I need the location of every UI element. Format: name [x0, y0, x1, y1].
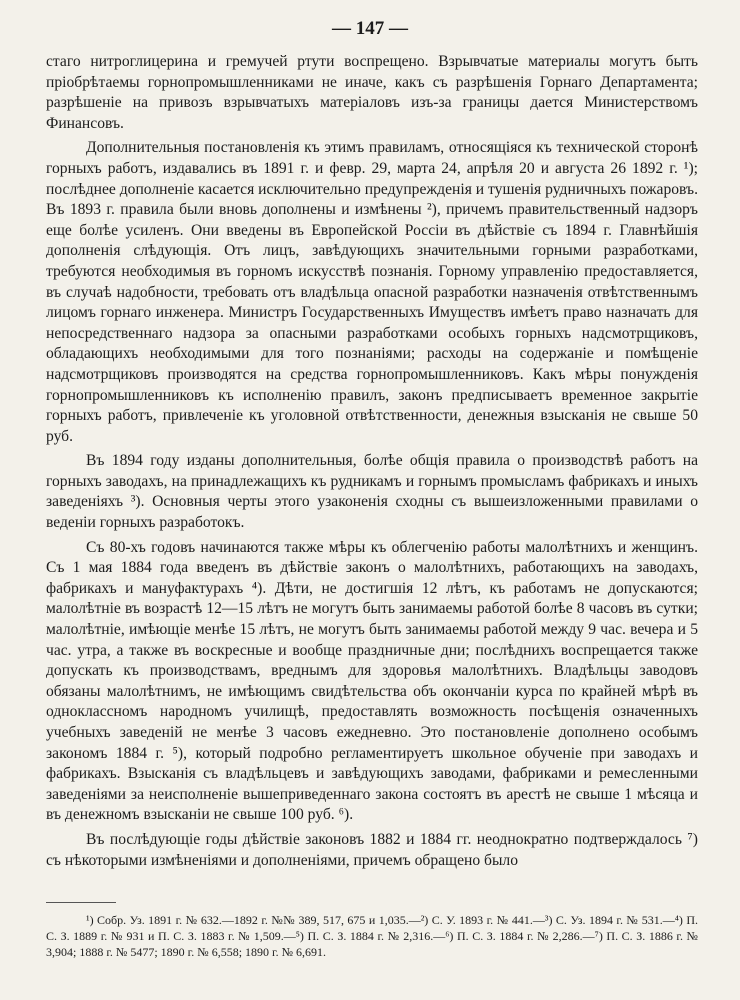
paragraph-3: Въ 1894 году изданы дополнительныя, болѣе общія правила о производствѣ работъ на горныхъ заводахъ, на принадлежащихъ къ рудникамъ и горнымъ промысламъ фабрикахъ и иныхъ заведеніяхъ ³). Основныя черты этого узаконенія сходны съ вышеизложенными правилами о веденіи горныхъ разработокъ.	[46, 452, 698, 532]
paragraph-1: стаго нитроглицерина и гремучей ртути воспрещено. Взрывчатые материалы могутъ быть пріобрѣтаемы горнопромышленниками не иначе, какъ съ разрѣшенія Горнаго Департамента; разрѣшеніе на привозъ взрывчатыхъ матеріаловъ изъ-за границы дается Министерствомъ Финансовъ.	[46, 53, 698, 132]
footnotes	[46, 912, 698, 960]
main-text	[46, 52, 698, 875]
page-number-header: — 147 —	[332, 18, 408, 39]
paragraph-4: Съ 80-хъ годовъ начинаются также мѣры къ облегченію работы малолѣтнихъ и женщинъ. Съ 1 мая 1884 года введенъ въ дѣйствіе законъ о малолѣтнихъ, работающихъ на заводахъ, фабрикахъ и мануфактурахъ ⁴). Дѣти, не достигшія 12 лѣтъ, къ работамъ не допускаются; малолѣтніе въ возрастѣ 12—15 лѣтъ не могутъ быть занимаемы работой болѣе 8 часовъ въ сутки; малолѣтніе, имѣющіе менѣе 15 лѣтъ, не могутъ быть занимаемы работой между 9 час. вечера и 5 час. утра, а также въ воскресные и вообще праздничные дни; послѣднихъ воспрещается также допускать къ производствамъ, вреднымъ для здоровья малолѣтнихъ. Владѣльцы заводовъ обязаны малолѣтнимъ, не имѣющимъ свидѣтельства объ окончаніи курса по крайней мѣрѣ въ одноклассномъ народномъ училищѣ, предоставлять возможность посѣщенія означенныхъ учебныхъ заведеній не менѣе 3 часовъ ежедневно. Это постановленіе дополнено особымъ закономъ 1884 г. ⁵), который подробно регламентируетъ школьное обученіе при заводахъ и фабрикахъ. Взысканія съ владѣльцевъ и завѣдующихъ заводами, фабриками и ремесленными заведеніями за неисполненіе вышеприведеннаго закона состоятъ въ арестѣ не свыше 1 мѣсяца и въ денежномъ взысканіи не свыше 100 руб. ⁶).	[46, 538, 698, 824]
paragraph-2: Дополнительныя постановленія къ этимъ правиламъ, относящіяся къ технической сторонѣ горныхъ работъ, издавались въ 1891 г. и февр. 29, марта 24, апрѣля 20 и августа 26 1892 г. ¹); послѣднее дополненіе касается исключительно предупрежденія и тушенія рудничныхъ пожаровъ. Въ 1893 г. правила были вновь дополнены и измѣнены ²), причемъ правительственный надзоръ еще болѣе усиленъ. Они введены въ Европейской Россіи въ дѣйствіе съ 1894 г. Главнѣйшія дополненія слѣдующія. Отъ лицъ, завѣдующихъ значительными горными разработками, требуются необходимыя въ горномъ искусствѣ познанія. Горному управленію предоставляется, въ случаѣ надобности, требовать отъ владѣльца опасной разработки назначенія отвѣтственнымъ лицомъ горнаго инженера. Министръ Государственныхъ Имуществъ имѣетъ право назначать для непосредственнаго надзора за опасными разработками особыхъ горныхъ надсмотрщиковъ, обладающихъ необходимыми для того познаніями; расходы на содержаніе и помѣщеніе надсмотрщиковъ производятся на средства горнопромышленниковъ. Какъ мѣры понужденія горнопромышленниковъ къ исполненію правилъ, законъ предписываетъ временное закрытіе горныхъ работъ, привлеченіе къ уголовной отвѣтственности, денежныя взысканія не свыше 50 руб.	[46, 139, 698, 445]
footnote-text: ¹) Собр. Уз. 1891 г. № 632.—1892 г. №№ 389, 517, 675 и 1,035.—²) С. У. 1893 г. № 441.—³) С. Уз. 1894 г. № 531.—⁴) П. С. З. 1889 г. № 931 и П. С. З. 1883 г. № 1,509.—⁵) П. С. З. 1884 г. № 2,316.—⁶) П. С. З. 1884 г. № 2,286.—⁷) П. С. З. 1886 г. № 3,904; 1888 г. № 5477; 1890 г. № 6,558; 1890 г. № 6,691.	[46, 913, 698, 959]
footnote-divider	[46, 902, 116, 903]
paragraph-5: Въ послѣдующіе годы дѣйствіе законовъ 1882 и 1884 гг. неоднократно подтверждалось ⁷) съ нѣкоторыми измѣненіями и дополненіями, причемъ обращено было	[46, 830, 698, 869]
